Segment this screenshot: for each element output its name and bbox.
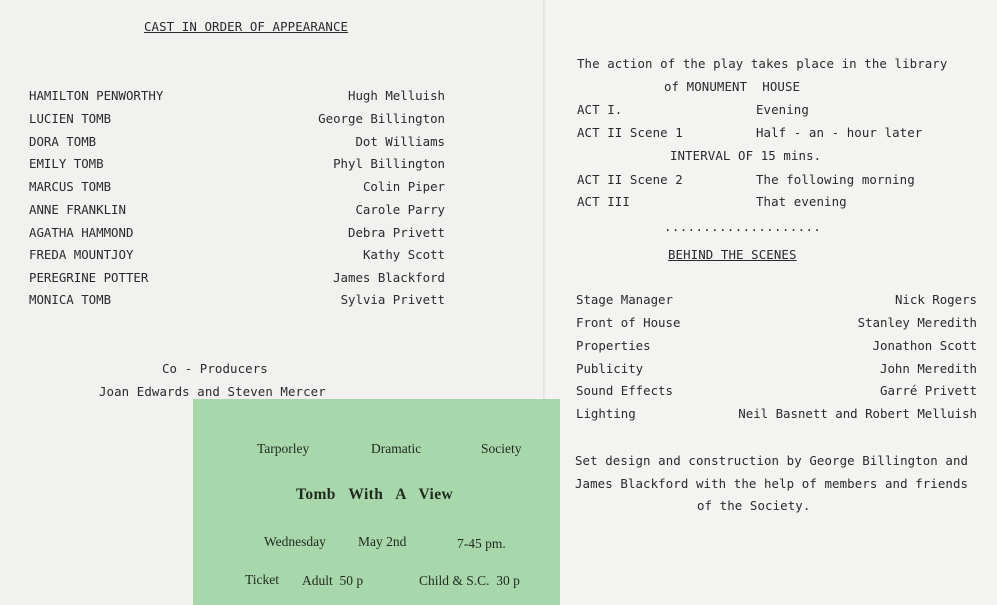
cast-role: ANNE FRANKLIN	[29, 202, 126, 217]
ticket-day: Wednesday	[264, 534, 326, 549]
cast-actor: Kathy Scott	[362, 247, 445, 262]
interval-line: INTERVAL OF 15 mins.	[670, 148, 822, 163]
behind-scenes-heading: BEHIND THE SCENES	[668, 247, 797, 262]
ticket-town: Tarporley	[257, 441, 310, 456]
ticket-adult-price: Adult 50 p	[302, 573, 364, 588]
cast-actor: Debra Privett	[348, 225, 445, 240]
cast-role: EMILY TOMB	[29, 156, 104, 171]
ticket-word-dramatic: Dramatic	[371, 441, 422, 456]
cast-role: AGATHA HAMMOND	[29, 225, 134, 240]
act-label: ACT II Scene 2	[577, 172, 683, 187]
cast-row	[0, 111, 545, 131]
cast-role: FREDA MOUNTJOY	[29, 247, 134, 262]
credit-line-3: of the Society.	[697, 498, 811, 513]
ticket-card	[193, 399, 560, 605]
act-time: Half - an - hour later	[756, 125, 923, 140]
ticket-date: May 2nd	[358, 534, 407, 549]
crew-name: John Meredith	[880, 361, 977, 376]
cast-row	[0, 225, 545, 245]
act-label: ACT II Scene 1	[577, 125, 683, 140]
ticket-label: Ticket	[245, 572, 280, 587]
crew-name: Neil Basnett and Robert Melluish	[738, 406, 977, 421]
ticket-show-title: Tomb With A View	[296, 486, 454, 503]
crew-row	[545, 292, 997, 312]
cast-actor: Dot Williams	[355, 134, 445, 149]
cast-row	[0, 179, 545, 199]
cast-actor: Carole Parry	[355, 202, 445, 217]
crew-name: Stanley Meredith	[857, 315, 977, 330]
cast-row	[0, 292, 545, 312]
crew-role: Front of House	[576, 315, 681, 330]
ticket-time: 7-45 pm.	[457, 536, 506, 551]
producers-names: Joan Edwards and Steven Mercer	[99, 384, 326, 399]
crew-role: Properties	[576, 338, 651, 353]
cast-role: DORA TOMB	[29, 134, 97, 149]
act-time: The following morning	[756, 172, 915, 187]
cast-actor: Colin Piper	[362, 179, 445, 194]
act-label: ACT III	[577, 194, 630, 209]
cast-role: LUCIEN TOMB	[29, 111, 112, 126]
crew-row	[545, 315, 997, 335]
act-time: That evening	[756, 194, 847, 209]
act-label: ACT I.	[577, 102, 623, 117]
crew-role: Stage Manager	[576, 292, 673, 307]
crew-row	[545, 338, 997, 358]
crew-row	[545, 361, 997, 381]
producers-title: Co - Producers	[162, 361, 268, 376]
crew-name: Nick Rogers	[894, 292, 977, 307]
cast-actor: George Billington	[318, 111, 445, 126]
cast-actor: Phyl Billington	[333, 156, 445, 171]
dotted-divider: ....................	[664, 219, 822, 234]
credit-line-1: Set design and construction by George Billington and	[575, 453, 969, 468]
setting-line-1: The action of the play takes place in the library	[577, 56, 948, 71]
act-time: Evening	[756, 102, 809, 117]
crew-row	[545, 406, 997, 426]
cast-role: MONICA TOMB	[29, 292, 112, 307]
cast-role: MARCUS TOMB	[29, 179, 112, 194]
cast-actor: James Blackford	[333, 270, 445, 285]
cast-actor: Sylvia Privett	[340, 292, 445, 307]
ticket-child-price: Child & S.C. 30 p	[419, 573, 520, 588]
ticket-word-society: Society	[481, 441, 522, 456]
cast-row	[0, 88, 545, 108]
cast-row	[0, 134, 545, 154]
crew-role: Sound Effects	[576, 383, 673, 398]
crew-role: Publicity	[576, 361, 644, 376]
cast-role: HAMILTON PENWORTHY	[29, 88, 164, 103]
setting-line-2: of MONUMENT HOUSE	[664, 79, 801, 94]
cast-row	[0, 270, 545, 290]
cast-heading: CAST IN ORDER OF APPEARANCE	[144, 19, 349, 34]
crew-row	[545, 383, 997, 403]
cast-row	[0, 202, 545, 222]
cast-role: PEREGRINE POTTER	[29, 270, 149, 285]
credit-line-2: James Blackford with the help of members and friends	[575, 476, 969, 491]
crew-role: Lighting	[576, 406, 636, 421]
cast-row	[0, 247, 545, 267]
cast-actor: Hugh Melluish	[348, 88, 445, 103]
crew-name: Garré Privett	[880, 383, 977, 398]
crew-name: Jonathon Scott	[872, 338, 977, 353]
cast-row	[0, 156, 545, 176]
